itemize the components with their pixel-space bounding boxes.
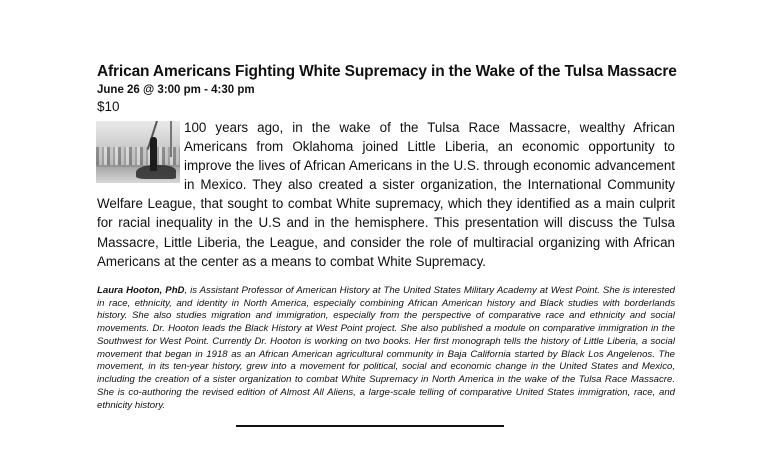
event-description: 100 years ago, in the wake of the Tulsa Race Massacre, wealthy African Americans from Oklahoma joined Little Liberia, an economic opportunity to improve the lives of African Americans in the U.S. through economic advancement in Mexico. They also created a sister organization, the International Community Welfare League, that sought to combat White supremacy, which they identified as a main culprit for racial inequality in the U.S and in the hemisphere. This presentation will discuss the Tulsa Massacre, Little Liberia, the League, and consider the role of multiracial organizing with African Americans at the center as a means to combat White Supremacy. bbox=[97, 120, 675, 269]
event-description-block bbox=[97, 118, 675, 271]
event-title: African Americans Fighting White Supremacy in the Wake of the Tulsa Massacre bbox=[97, 63, 677, 80]
horizontal-divider bbox=[236, 425, 504, 427]
speaker-bio: , is Assistant Professor of American History at The United States Military Academy at West Point. She is interested in race, ethnicity, and identity in North America, especially combining African American history and Black studies with borderlands history. She also studies migration and immigration, especially from the perspective of comparative race and ethnicity and social movements. Dr. Hooton leads the Black History at West Point project. She also published a module on comparative immigration in the Southwest for West Point. Currently Dr. Hooton is working on two books. Her first monograph tells the history of Little Liberia, a social movement that began in 1918 as an African American agricultural community in Baja California started by Black Los Angelenos. The movement, in its ten-year history, grew into a movement for political, social and economic change in the United States and Mexico, including the creation of a sister organization to combat White Supremacy in North America in the wake of the Tulsa Race Massacre. She is co-authoring the revised edition of Almost All Aliens, a large-scale telling of comparative United States immigration, race, and ethnicity history. bbox=[97, 284, 675, 411]
speaker-name: Laura Hooton, PhD bbox=[97, 284, 185, 296]
photo-rubble bbox=[96, 147, 180, 165]
photo-figure bbox=[150, 137, 157, 171]
event-photo bbox=[96, 121, 180, 183]
speaker-bio-block bbox=[97, 285, 675, 413]
event-datetime: June 26 @ 3:00 pm - 4:30 pm bbox=[97, 84, 255, 96]
photo-pole-2 bbox=[170, 121, 172, 157]
event-price: $10 bbox=[97, 99, 120, 114]
event-listing bbox=[97, 62, 675, 412]
